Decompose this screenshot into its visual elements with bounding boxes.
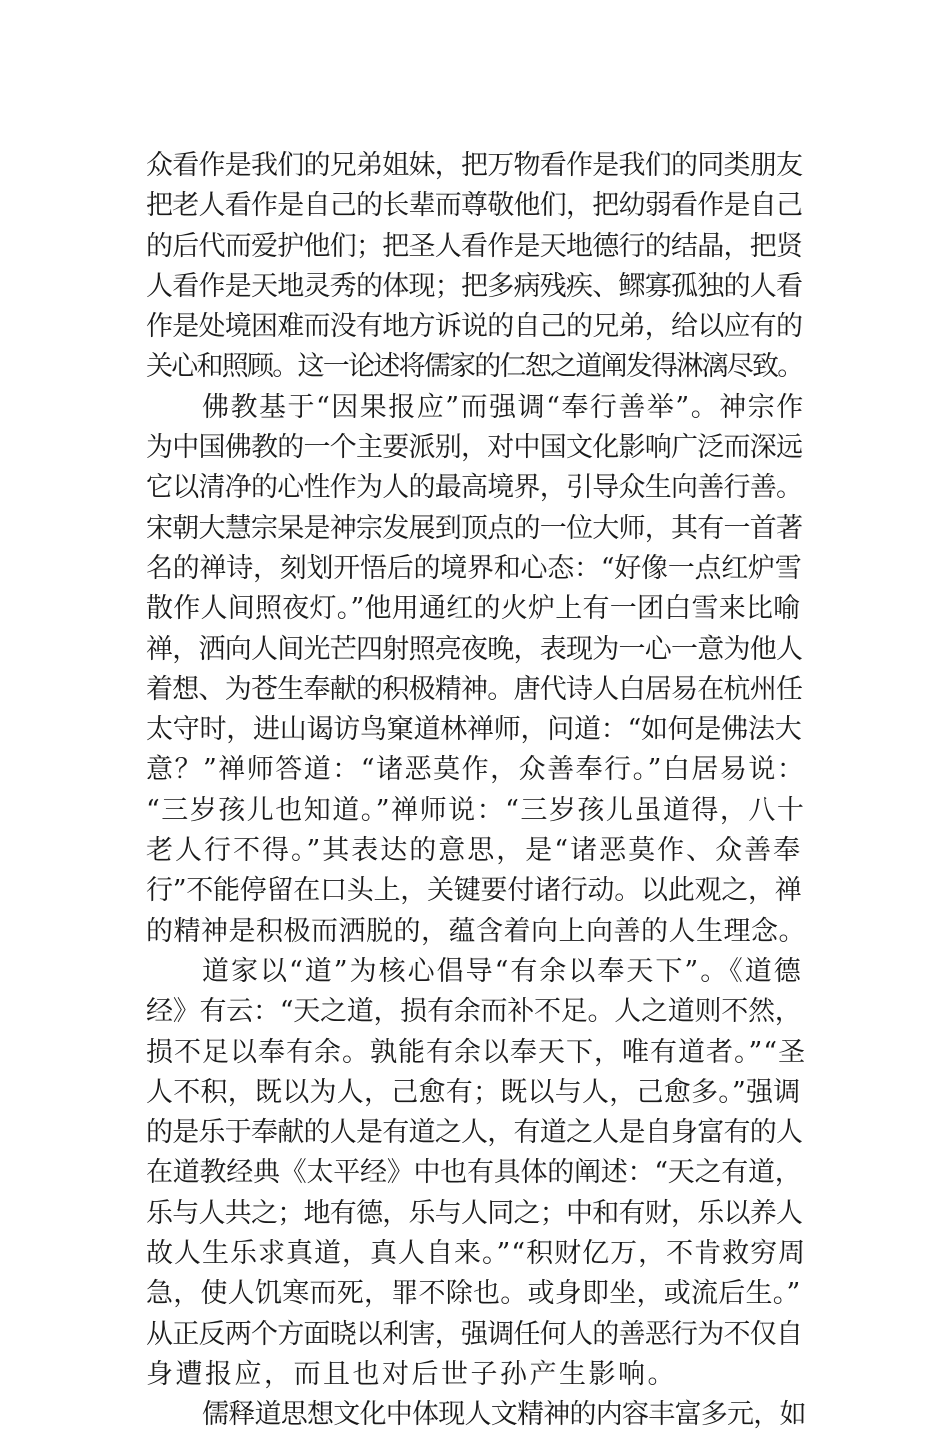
body-text <box>146 146 806 1436</box>
text-line: 从正反两个方面晓以利害，强调任何人的善恶行为不仅自 <box>146 1318 803 1350</box>
text-line: 损不足以奉有余。孰能有余以奉天下，唯有道者。”“圣 <box>146 1036 807 1068</box>
text-line: 它以清净的心性作为人的最高境界，引导众生向善行善。 <box>146 472 803 504</box>
text-line: 急，使人饥寒而死，罪不除也。或身即坐，或流后生。” <box>146 1278 801 1310</box>
text-line: 把老人看作是自己的长辈而尊敬他们，把幼弱看作是自己 <box>146 190 803 222</box>
text-line: 行”不能停留在口头上，关键要付诸行动。以此观之，禅 <box>146 875 802 907</box>
text-line: 故人生乐求真道，真人自来。”“积财亿万，不肯救穷周 <box>146 1238 807 1270</box>
text-line: 人不积，既以为人，己愈有；既以与人，己愈多。”强调 <box>146 1076 801 1108</box>
text-line: 在道教经典《太平经》中也有具体的阐述：“天之有道， <box>146 1157 802 1189</box>
paragraph-first-line: 道家以“道”为核心倡导“有余以奉天下”。《道德 <box>202 955 803 987</box>
text-line: 散作人间照夜灯。”他用通红的火炉上有一团白雪来比喻 <box>146 593 801 625</box>
text-line: 意？”禅师答道：“诸恶莫作，众善奉行。”白居易说： <box>146 754 806 786</box>
text-line: “三岁孩儿也知道。”禅师说：“三岁孩儿虽道得，八十 <box>146 794 806 826</box>
text-line: 太守时，进山谒访鸟窠道林禅师，问道：“如何是佛法大 <box>146 714 802 746</box>
text-line: 众看作是我们的兄弟姐妹，把万物看作是我们的同类朋友 <box>146 150 803 181</box>
text-line: 的精神是积极而洒脱的，蕴含着向上向善的人生理念。 <box>146 915 806 947</box>
text-line: 乐与人共之；地有德，乐与人同之；中和有财，乐以养人 <box>146 1197 803 1229</box>
text-line: 宋朝大慧宗杲是神宗发展到顶点的一位大师，其有一首著 <box>146 512 803 544</box>
text-line: 关心和照顾。这一论述将儒家的仁恕之道阐发得淋漓尽致。 <box>146 351 803 383</box>
paragraph-first-line: 儒释道思想文化中体现人文精神的内容丰富多元，如 <box>202 1399 806 1431</box>
text-line: 为中国佛教的一个主要派别，对中国文化影响广泛而深远 <box>146 432 803 464</box>
text-line: 的是乐于奉献的人是有道之人，有道之人是自身富有的人 <box>146 1117 803 1149</box>
text-line: 经》有云：“天之道，损有余而补不足。人之道则不然， <box>146 996 802 1028</box>
text-line: 着想、为苍生奉献的积极精神。唐代诗人白居易在杭州任 <box>146 673 803 705</box>
text-line: 老人行不得。”其表达的意思，是“诸恶莫作、众善奉 <box>146 835 803 867</box>
text-line: 作是处境困难而没有地方诉说的自己的兄弟，给以应有的 <box>146 311 803 343</box>
text-line: 禅，洒向人间光芒四射照亮夜晚，表现为一心一意为他人 <box>146 633 803 665</box>
text-line: 的后代而爱护他们；把圣人看作是天地德行的结晶，把贤 <box>146 230 803 262</box>
paragraph-first-line: 佛教基于“因果报应”而强调“奉行善举”。神宗作 <box>202 391 805 423</box>
text-line: 人看作是天地灵秀的体现；把多病残疾、鳏寡孤独的人看 <box>146 270 803 302</box>
text-line: 身遭报应，而且也对后世子孙产生影响。 <box>146 1358 677 1390</box>
text-line: 名的禅诗，刻划开悟后的境界和心态：“好像一点红炉雪 <box>146 552 802 584</box>
